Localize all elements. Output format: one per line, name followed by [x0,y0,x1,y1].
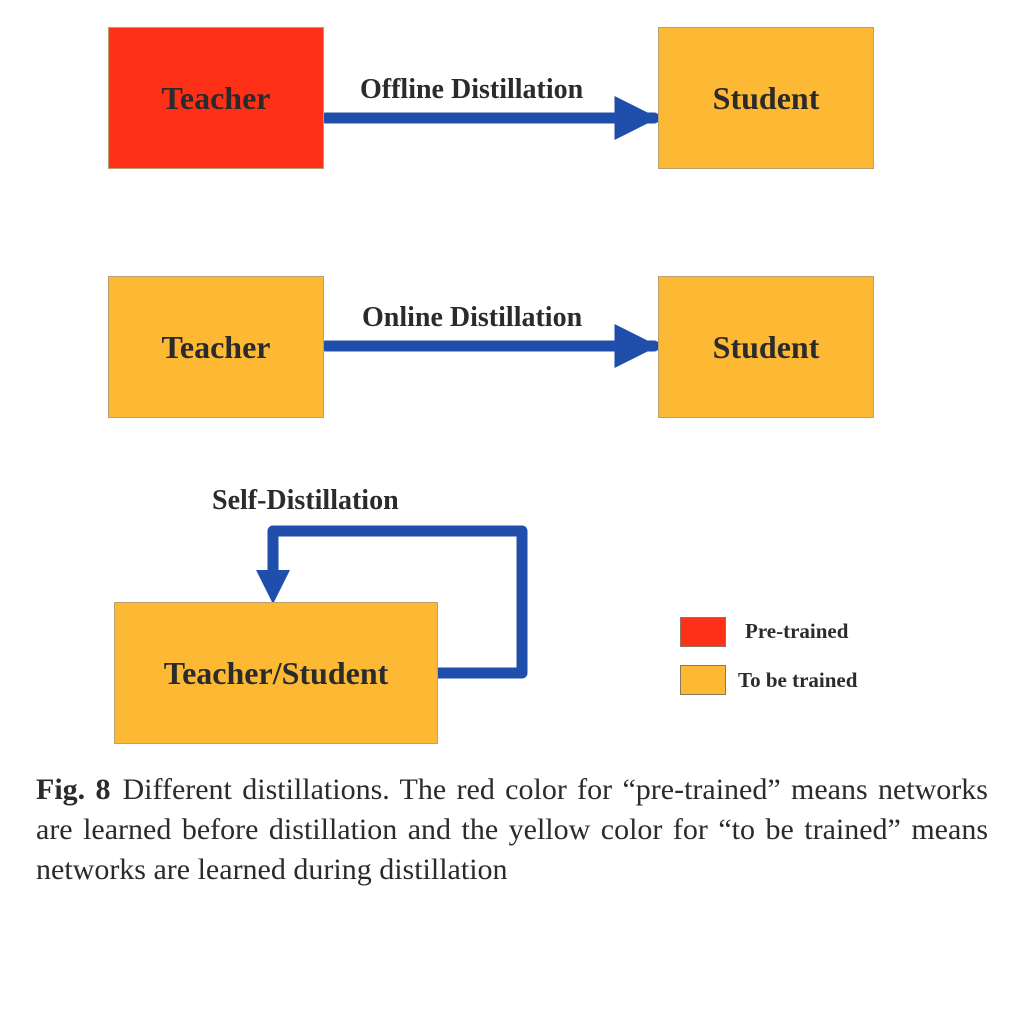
self-teacher-student-box [114,602,438,744]
caption-text: Different distillations. The red color for “pre-trained” means networks are learned before distillation and the yellow color for “to be trained” means networks are learned during distillation [36,773,988,886]
self-teacher-student-label: Teacher/Student [163,654,389,691]
self-distillation-arrowhead [256,570,290,604]
legend-pretrained-swatch [680,617,726,647]
online-teacher-box [108,276,324,418]
offline-student-label: Student [712,79,820,116]
legend-to-be-trained-swatch [680,665,726,695]
online-arrow-label: Online Distillation [362,302,583,333]
online-student-label: Student [712,328,820,365]
offline-arrow-label: Offline Distillation [360,74,584,105]
self-arrow-label: Self-Distillation [212,485,399,516]
offline-teacher-label: Teacher [161,79,271,116]
offline-student-box [658,27,874,169]
figure-number: Fig. 8 [36,773,111,806]
legend-pretrained-label: Pre-trained [745,619,849,643]
figure-caption [36,770,988,890]
online-teacher-label: Teacher [161,328,271,365]
legend-to-be-trained-label: To be trained [738,668,858,692]
online-student-box [658,276,874,418]
offline-teacher-box [108,27,324,169]
